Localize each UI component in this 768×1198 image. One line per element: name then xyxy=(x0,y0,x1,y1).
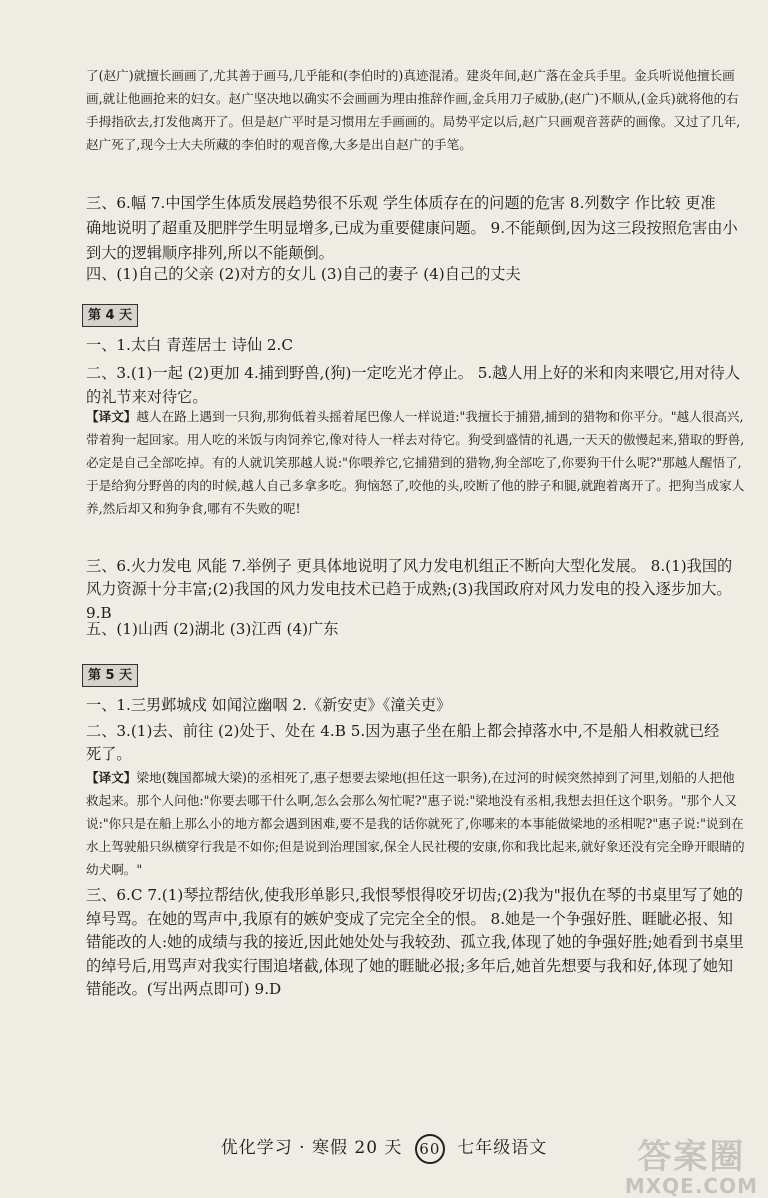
day-4-label: 第 4 天 xyxy=(82,304,138,327)
day5-section-one: 一、1.三男邺城戍 如闻泣幽咽 2.《新安吏》《潼关吏》 xyxy=(86,696,452,714)
day-5-label: 第 5 天 xyxy=(82,664,138,687)
footer-subject: 七年级语文 xyxy=(457,1138,548,1158)
day4-section-two-line-2: 的礼节来对待它。 xyxy=(86,388,208,406)
translation-continuation: 了(赵广)就擅长画画了,尤其善于画马,几乎能和(李伯时的)真迹混淆。建炎年间,赵广落在金兵手里。金兵听说他擅长画画,就让他画抢来的妇女。赵广坚决地以确实不会画画为理由推辞作画,金兵用刀子威胁,(赵广)不顺从,(金兵)就将他的右手拇指砍去,打发他离开了。但是赵广平时是习惯用左手画画的。局势平定以后,赵广只画观音菩萨的画像。又过了几年,赵广死了,现今士大夫所藏的李伯时的观音像,大多是出自赵广的手笔。 xyxy=(86,68,741,152)
day4-section-five: 五、(1)山西 (2)湖北 (3)江西 (4)广东 xyxy=(86,620,339,638)
watermark-text: 答案圈 xyxy=(637,1137,746,1177)
day4-section-three-line-2: 风力资源十分丰富;(2)我国的风力发电技术已趋于成熟;(3)我国政府对风力发电的投入逐步加大。 xyxy=(86,580,732,598)
watermark-logo xyxy=(625,1138,758,1196)
day4-section-one: 一、1.太白 青莲居士 诗仙 2.C xyxy=(86,336,293,354)
day4-section-two-line-1: 二、3.(1)一起 (2)更加 4.捕到野兽,(狗)一定吃光才停止。 5.越人用上好的米和肉来喂它,用对待人 xyxy=(86,364,741,382)
translation-text: 梁地(魏国都城大梁)的丞相死了,惠子想要去梁地(担任这一职务),在过河的时候突然掉到了河里,划船的人把他救起来。那个人问他:"你要去哪干什么啊,怎么会那么匆忙呢?"惠子说:"梁地没有丞相,我想去担任这个职务。"那个人又说:"你只是在船上那么小的地方都会遇到困难,要不是我的话你就死了,你哪来的本事能做梁地的丞相呢?"惠子说:"说到在水上驾驶船只纵横穿行我是不如你;但是说到治理国家,保全人民社稷的安康,你和我比起来,就好象还没有完全睁开眼睛的幼犬啊。" xyxy=(86,770,745,877)
section-three-line-3: 到大的逻辑顺序排列,所以不能颠倒。 xyxy=(86,244,334,262)
footer-book-title: 优化学习 · 寒假 20 天 xyxy=(220,1138,403,1158)
day5-section-three: 三、6.C 7.(1)琴拉帮结伙,使我形单影只,我恨琴恨得咬牙切齿;(2)我为"报仇在琴的书桌里写了她的绰号骂。在她的骂声中,我原有的嫉妒变成了完完全全的恨。 8.她是一个争强好胜、睚眦必报、知错能改的人:她的成绩与我的接近,因此她处处与我较劲、孤立我,体现了她的争强好胜;她看到书桌里的绰号后,用骂声对我实行围追堵截,体现了她的睚眦必报;多年后,她首先想要与我和好,体现了她知错能改。(写出两点即可) 9.D xyxy=(86,886,744,998)
translation-text: 越人在路上遇到一只狗,那狗低着头摇着尾巴像人一样说道:"我擅长于捕猎,捕到的猎物和你平分。"越人很高兴,带着狗一起回家。用人吃的米饭与肉饲养它,像对待人一样去对待它。狗受到盛情的礼遇,一天天的傲慢起来,猎取的野兽,必定是自己全部吃掉。有的人就讥笑那越人说:"你喂养它,它捕猎到的猎物,狗全部吃了,你要狗干什么呢?"那越人醒悟了,于是给狗分野兽的肉的时候,越人自己多拿多吃。狗恼怒了,咬他的头,咬断了他的脖子和腿,就跑着离开了。把狗当成家人养,然后却又和狗争食,哪有不失败的呢! xyxy=(86,409,745,516)
day4-section-three-line-1: 三、6.火力发电 风能 7.举例子 更具体地说明了风力发电机组正不断向大型化发展。 8.(1)我国的 xyxy=(86,557,733,575)
day5-translation xyxy=(86,766,746,881)
day4-translation xyxy=(86,405,746,520)
watermark-url: MXQE.COM xyxy=(624,1174,758,1198)
day4-section-three-line-3: 9.B xyxy=(86,604,112,622)
translation-tag: 【译文】 xyxy=(86,770,137,785)
translation-tag: 【译文】 xyxy=(86,409,137,424)
day5-section-two-line-2: 死了。 xyxy=(86,745,132,763)
day5-section-two-line-1: 二、3.(1)去、前往 (2)处于、处在 4.B 5.因为惠子坐在船上都会掉落水中,不是船人相救就已经 xyxy=(86,722,720,740)
section-three-line-1: 三、6.幅 7.中国学生体质发展趋势很不乐观 学生体质存在的问题的危害 8.列数字 作比较 更准 xyxy=(86,194,716,212)
section-three-line-2: 确地说明了超重及肥胖学生明显增多,已成为重要健康问题。 9.不能颠倒,因为这三段按照危害由小 xyxy=(86,219,738,237)
section-four: 四、(1)自己的父亲 (2)对方的女儿 (3)自己的妻子 (4)自己的丈夫 xyxy=(86,265,521,283)
page-number: 60 xyxy=(415,1134,445,1164)
